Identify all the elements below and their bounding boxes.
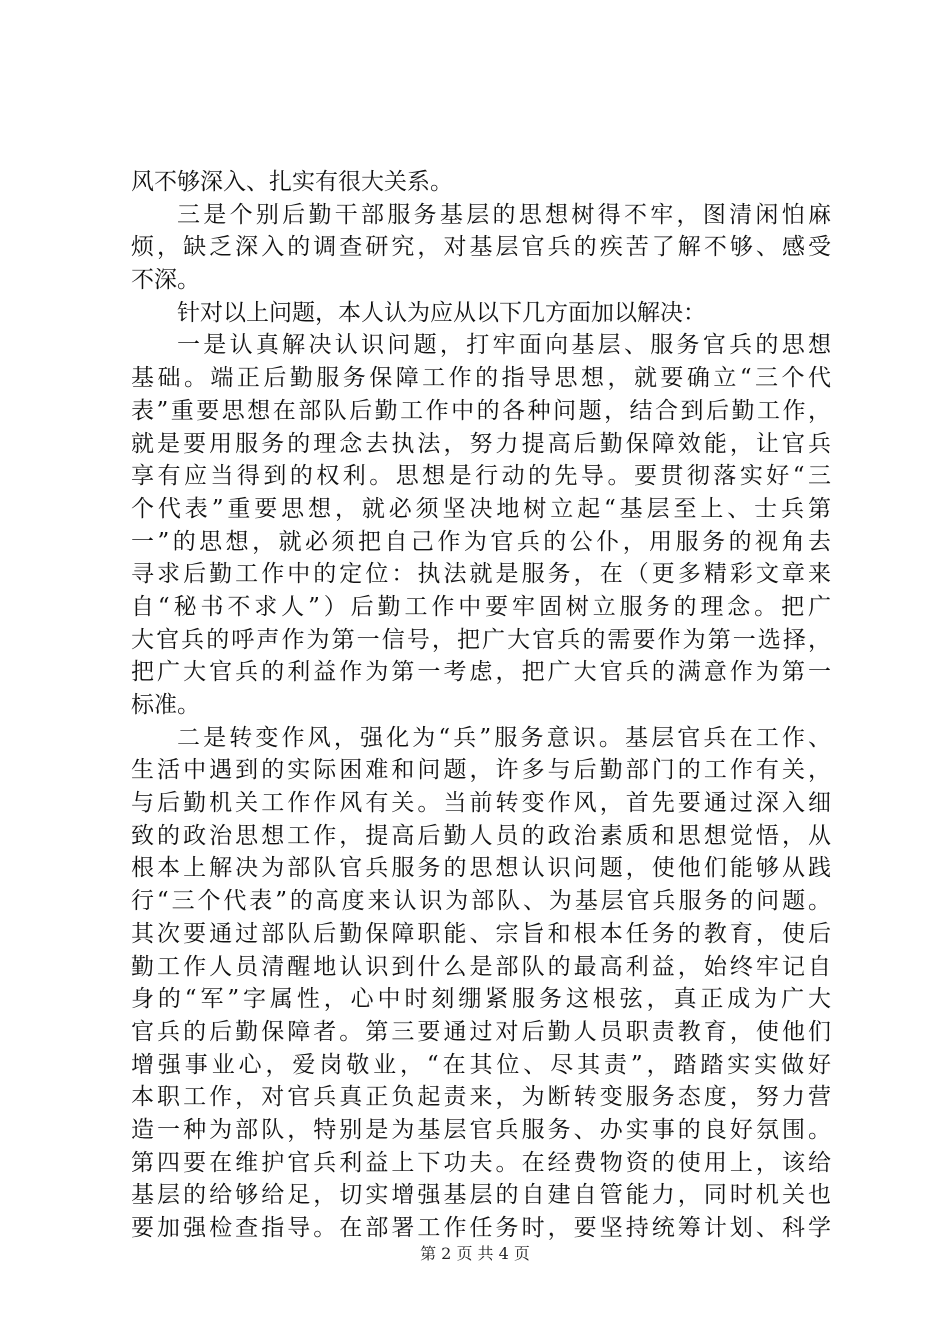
text-line: 官兵的后勤保障者。第三要通过对后勤人员职责教育，使他们 bbox=[131, 1018, 831, 1045]
text-line: 自“秘书不求人”）后勤工作中要牢固树立服务的理念。把广 bbox=[131, 593, 831, 620]
text-line: 基础。端正后勤服务保障工作的指导思想，就要确立“三个代 bbox=[131, 365, 831, 392]
text-line: 要加强检查指导。在部署工作任务时，要坚持统筹计划、科学 bbox=[131, 1215, 831, 1241]
text-line: 针对以上问题，本人认为应从以下几方面加以解决： bbox=[177, 299, 706, 326]
text-line: 造一种为部队，特别是为基层官兵服务、办实事的良好氛围。 bbox=[131, 1116, 831, 1143]
text-line: 就是要用服务的理念去执法，努力提高后勤保障效能，让官兵 bbox=[131, 430, 831, 457]
text-line: 一是认真解决认识问题，打牢面向基层、服务官兵的思想 bbox=[177, 332, 831, 359]
text-line: 二是转变作风，强化为“兵”服务意识。基层官兵在工作、 bbox=[177, 724, 831, 751]
text-line: 三是个别后勤干部服务基层的思想树得不牢，图清闲怕麻 bbox=[177, 201, 831, 228]
text-line: 本职工作，对官兵真正负起责来，为断转变服务态度，努力营 bbox=[131, 1084, 831, 1111]
text-line: 大官兵的呼声作为第一信号，把广大官兵的需要作为第一选择， bbox=[131, 626, 831, 653]
text-line: 其次要通过部队后勤保障职能、宗旨和根本任务的教育，使后 bbox=[131, 920, 831, 947]
text-line: 增强事业心，爱岗敬业，“在其位、尽其责”，踏踏实实做好 bbox=[131, 1051, 831, 1078]
text-line: 与后勤机关工作作风有关。当前转变作风，首先要通过深入细 bbox=[131, 790, 831, 817]
text-line: 行“三个代表”的高度来认识为部队、为基层官兵服务的问题。 bbox=[131, 888, 831, 915]
text-line: 烦，缺乏深入的调查研究，对基层官兵的疾苦了解不够、感受 bbox=[131, 234, 831, 261]
text-line: 标准。 bbox=[131, 692, 200, 718]
text-line: 生活中遇到的实际困难和问题，许多与后勤部门的工作有关， bbox=[131, 757, 831, 784]
text-line: 表”重要思想在部队后勤工作中的各种问题，结合到后勤工作， bbox=[131, 397, 831, 424]
text-line: 不深。 bbox=[131, 267, 200, 294]
text-line: 把广大官兵的利益作为第一考虑，把广大官兵的满意作为第一 bbox=[131, 659, 831, 686]
text-line: 享有应当得到的权利。思想是行动的先导。要贯彻落实好“三 bbox=[131, 463, 831, 490]
text-line: 一”的思想，就必须把自己作为官兵的公仆，用服务的视角去 bbox=[131, 528, 831, 555]
document-body bbox=[131, 166, 831, 1245]
text-line: 个代表”重要思想，就必须坚决地树立起“基层至上、士兵第 bbox=[131, 495, 831, 522]
text-line: 致的政治思想工作，提高后勤人员的政治素质和思想觉悟，从 bbox=[131, 822, 831, 849]
page-footer: 第 2 页 共 4 页 bbox=[420, 1244, 530, 1263]
text-line: 勤工作人员清醒地认识到什么是部队的最高利益，始终牢记自 bbox=[131, 953, 831, 980]
text-line: 基层的给够给足，切实增强基层的自建自管能力，同时机关也 bbox=[131, 1182, 831, 1209]
text-line: 寻求后勤工作中的定位：执法就是服务，在（更多精彩文章来 bbox=[131, 561, 831, 588]
text-line: 根本上解决为部队官兵服务的思想认识问题，使他们能够从践 bbox=[131, 855, 831, 882]
text-line: 身的“军”字属性，心中时刻绷紧服务这根弦，真正成为广大 bbox=[131, 986, 831, 1013]
text-line: 第四要在维护官兵利益上下功夫。在经费物资的使用上，该给 bbox=[131, 1149, 831, 1176]
text-line: 风不够深入、扎实有很大关系。 bbox=[131, 169, 453, 195]
